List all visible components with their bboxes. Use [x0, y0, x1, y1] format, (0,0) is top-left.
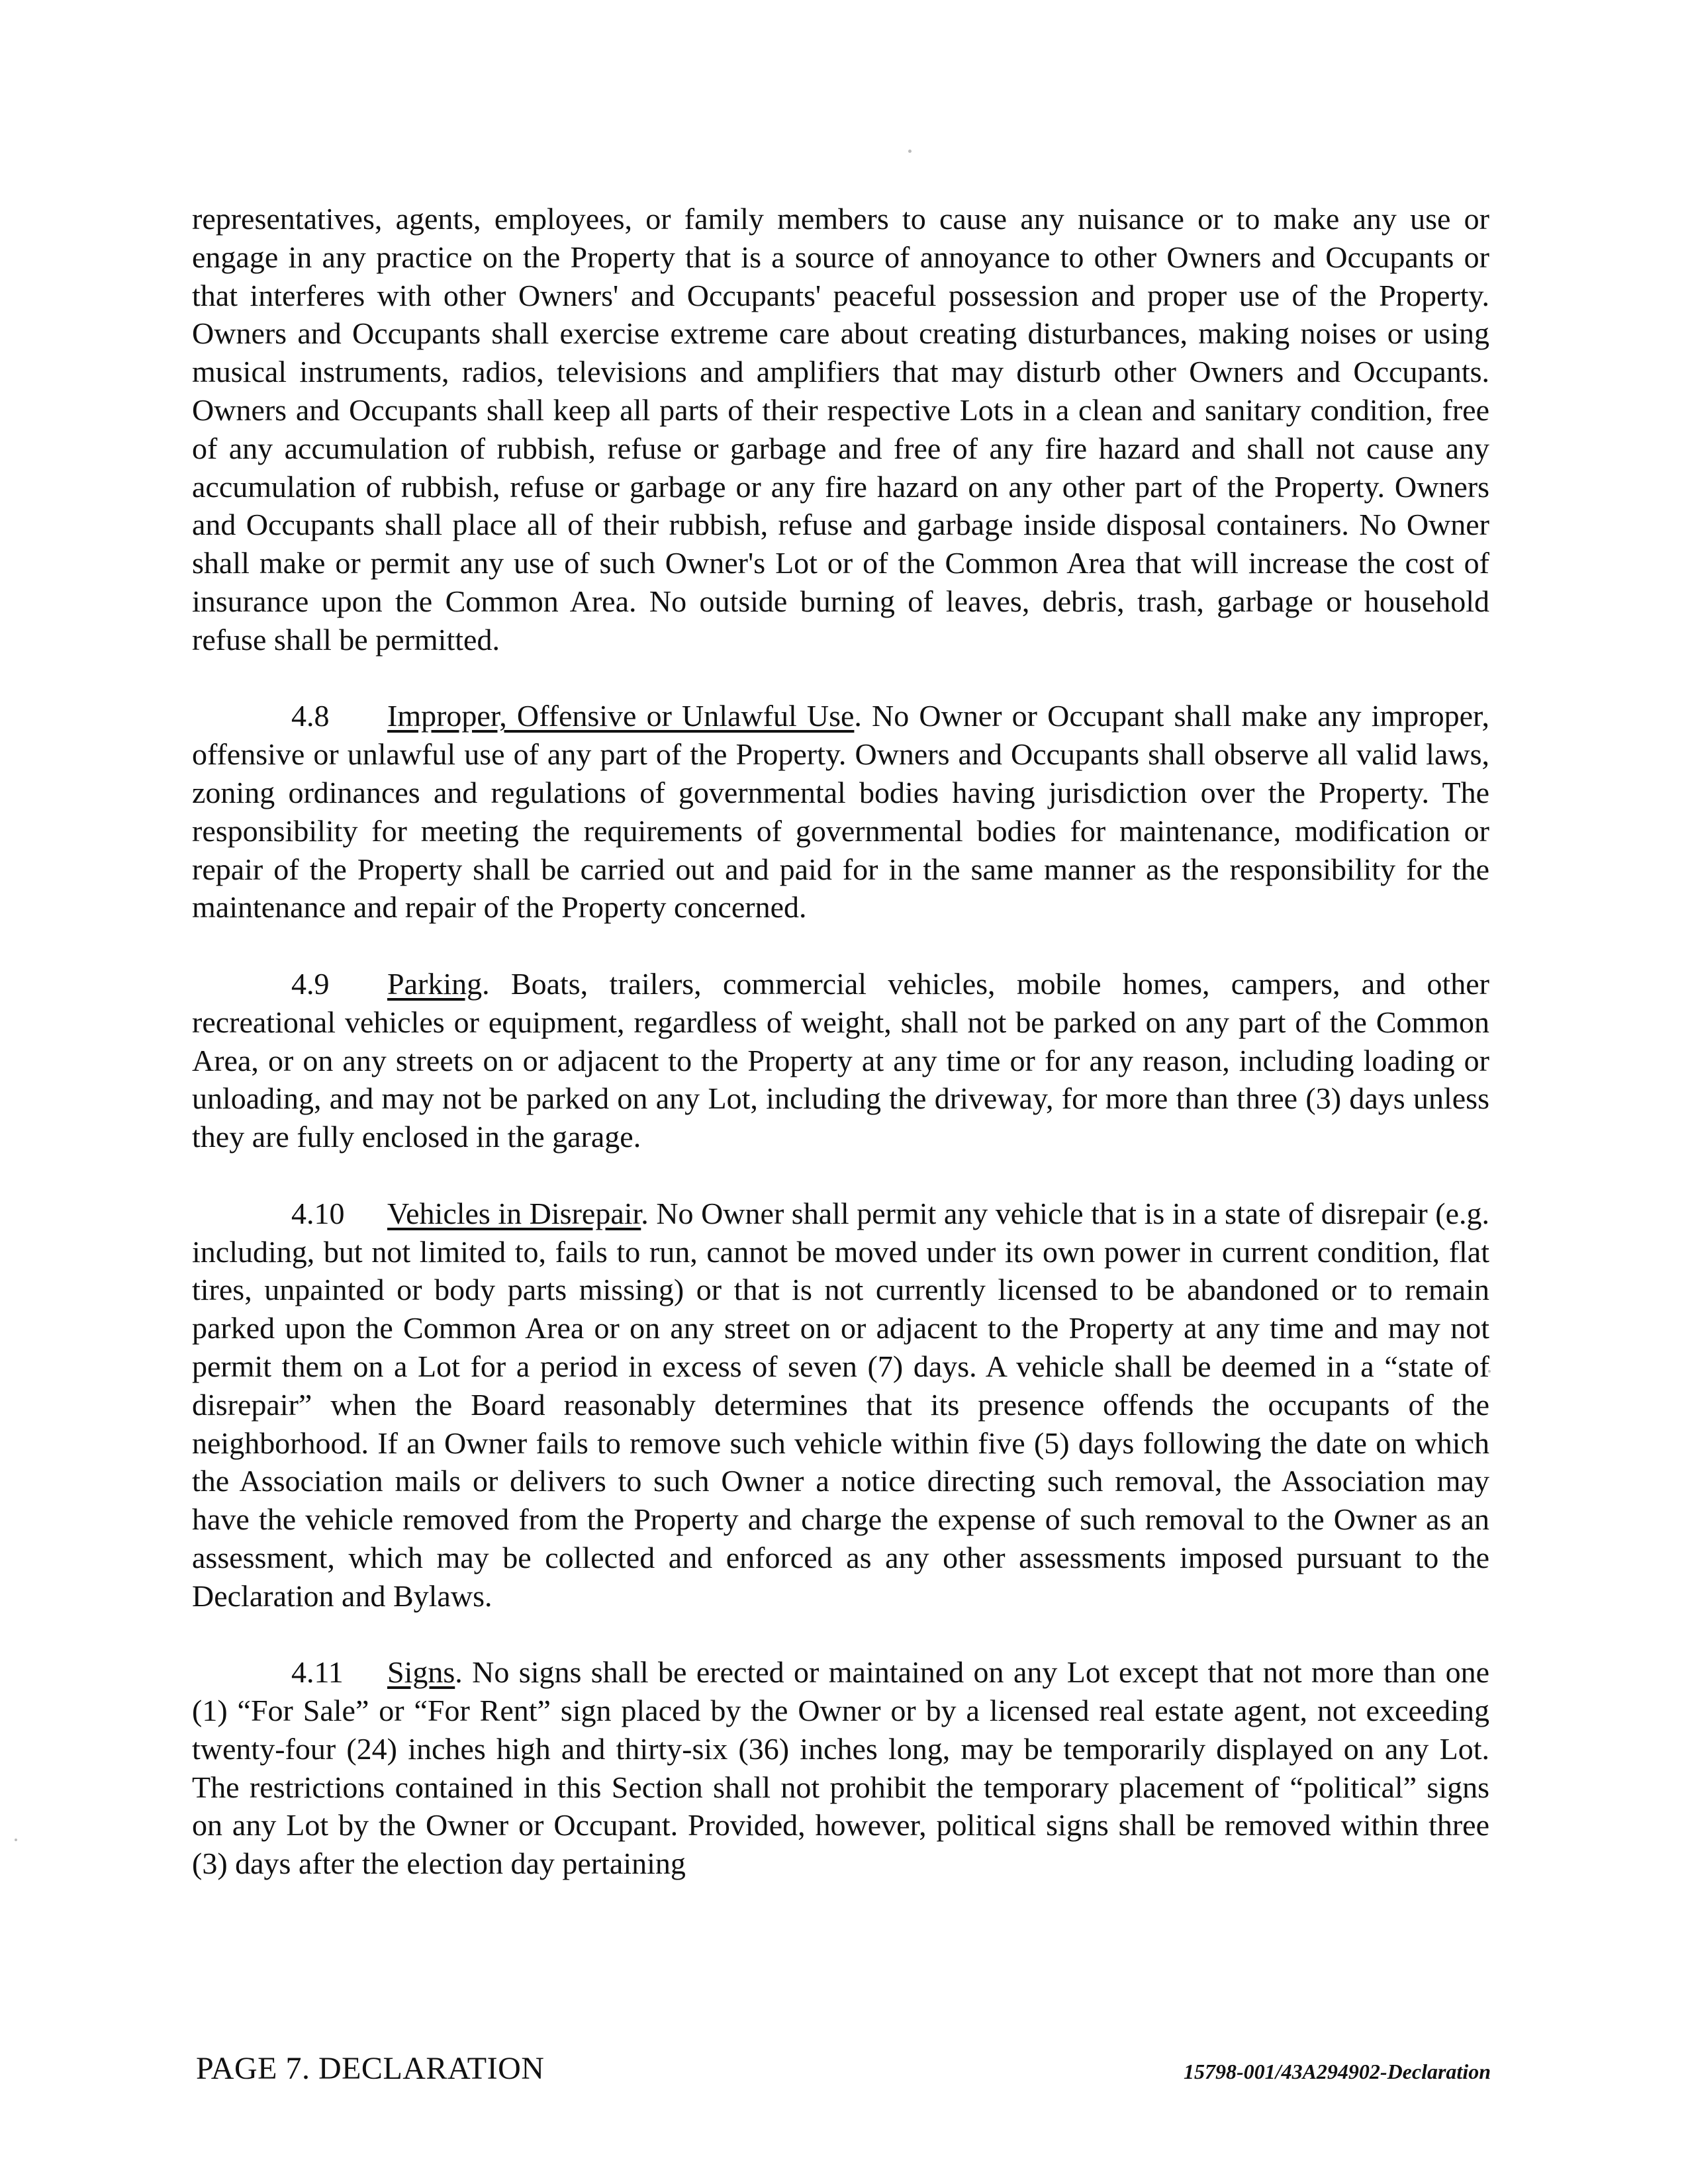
section-4-9: [192, 965, 1489, 1156]
section-body: . No signs shall be erected or maintained on any Lot except that not more than one (1) “For Sale” or “For Rent” sign placed by the Owner or by a licensed real estate agent, not exceeding twenty-four (24) inches high and thirty-six (36) inches long, may be temporarily displayed on any Lot. The restrictions contained in this Section shall not prohibit the temporary placement of “political” signs on any Lot by the Owner or Occupant. Provided, however, political signs shall be removed within three (3) days after the election day pertaining: [192, 1655, 1489, 1881]
section-4-10: [192, 1195, 1489, 1615]
section-4-11: [192, 1653, 1489, 1883]
section-title: Parking: [387, 966, 483, 1001]
section-title: Improper, Offensive or Unlawful Use: [387, 699, 855, 733]
section-body: . Boats, trailers, commercial vehicles, mobile homes, campers, and other recreational vehicles or equipment, regardless of weight, shall not be parked on any part of the Common Area, or on any streets on or adjacent to the Property at any time or for any reason, including loading or unloading, and may not be parked on any Lot, including the driveway, for more than three (3) days unless they are fully enclosed in the garage.: [192, 966, 1489, 1154]
section-number: 4.9: [291, 966, 330, 1001]
footer-doc-id: 15798-001/43A294902-Declaration: [1184, 2060, 1491, 2083]
section-body: . No Owner or Occupant shall make any improper, offensive or unlawful use of any part of the Property. Owners and Occupants shall observe all valid laws, zoning ordinances and regulations of governmental bodies having jurisdiction over the Property. The responsibility for meeting the requirements of governmental bodies for maintenance, modification or repair of the Property shall be carried out and paid for in the same manner as the responsibility for the maintenance and repair of the Property concerned.: [192, 699, 1489, 925]
section-body: . No Owner shall permit any vehicle that is in a state of disrepair (e.g. including, but not limited to, fails to run, cannot be moved under its own power in current condition, flat tires, unpainted or body parts missing) or that is not currently licensed to be abandoned or to remain parked upon the Common Area or on any street on or adjacent to the Property at any time and may not permit them on a Lot for a period in excess of seven (7) days. A vehicle shall be deemed in a “state of disrepair” when the Board reasonably determines that its presence offends the occupants of the neighborhood. If an Owner fails to remove such vehicle within five (5) days following the date on which the Association mails or delivers to such Owner a notice directing such removal, the Association may have the vehicle removed from the Property and charge the expense of such removal to the Owner as an assessment, which may be collected and enforced as any other assessments imposed pursuant to the Declaration and Bylaws.: [192, 1196, 1489, 1613]
section-title: Signs: [387, 1655, 455, 1690]
section-4-8: [192, 697, 1489, 927]
scan-speck: [15, 1839, 17, 1841]
section-number: 4.10: [291, 1196, 345, 1230]
document-body: [192, 200, 1489, 1883]
footer-page-label: PAGE 7. DECLARATION: [196, 2051, 545, 2086]
section-number: 4.11: [291, 1655, 344, 1690]
section-title: Vehicles in Disrepair: [387, 1196, 641, 1230]
section-number: 4.8: [291, 699, 330, 733]
scan-speck: [908, 150, 912, 153]
continuation-text: representatives, agents, employees, or family members to cause any nuisance or to make any use or engage in any practice on the Property that is a source of annoyance to other Owners and Occupants or that interferes with other Owners' and Occupants' peaceful possession and proper use of the Property. Owners and Occupants shall exercise extreme care about creating disturbances, making noises or using musical instruments, radios, televisions and amplifiers that may disturb other Owners and Occupants. Owners and Occupants shall keep all parts of their respective Lots in a clean and sanitary condition, free of any accumulation of rubbish, refuse or garbage and free of any fire hazard and shall not cause any accumulation of rubbish, refuse or garbage or any fire hazard on any other part of the Property. Owners and Occupants shall place all of their rubbish, refuse and garbage inside disposal containers. No Owner shall make or permit any use of such Owner's Lot or of the Common Area that will increase the cost of insurance upon the Common Area. No outside burning of leaves, debris, trash, garbage or household refuse shall be permitted.: [192, 202, 1489, 657]
continuation-paragraph: [192, 200, 1489, 659]
